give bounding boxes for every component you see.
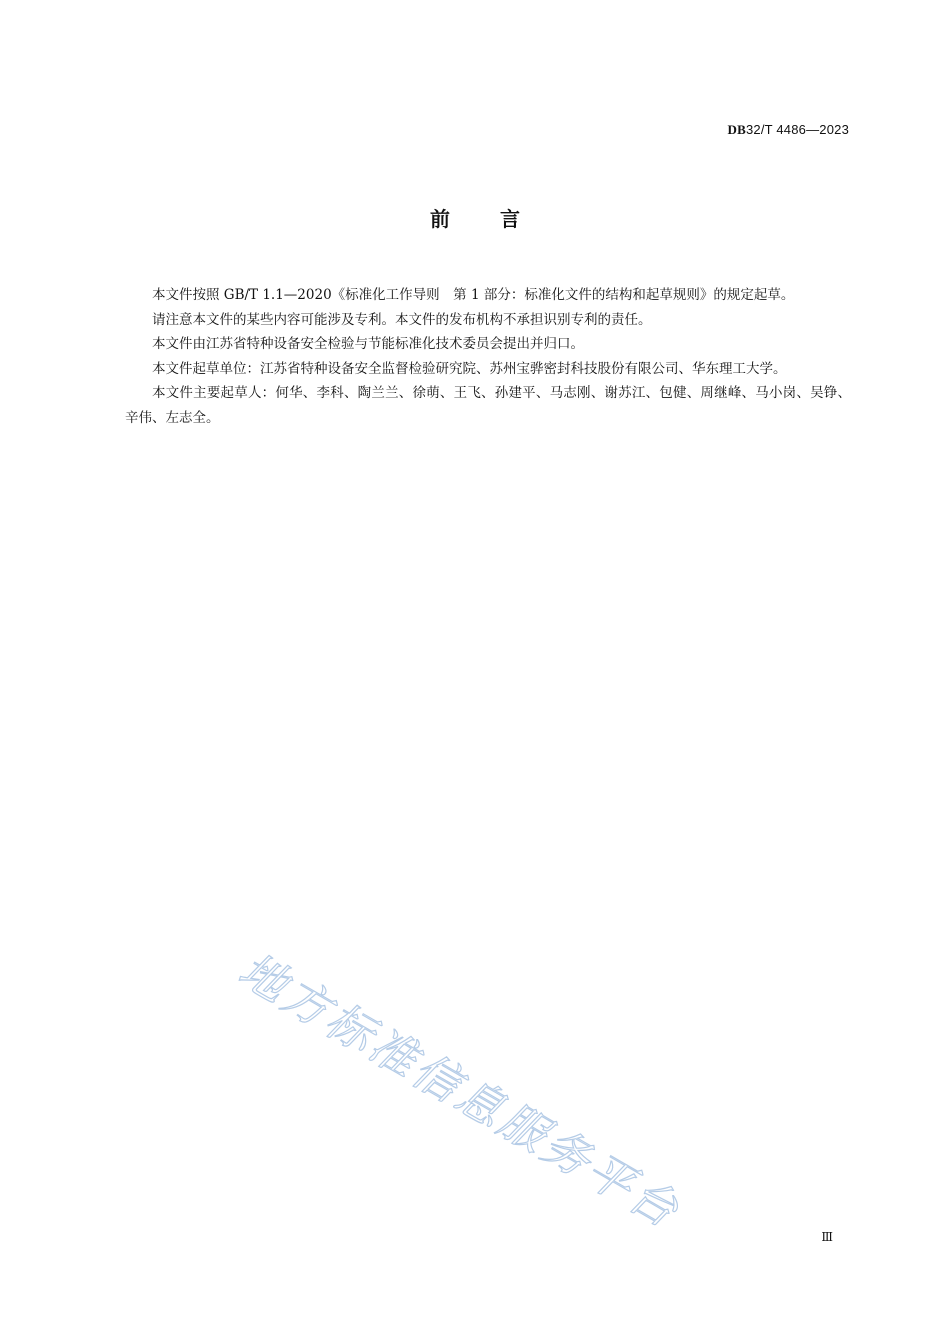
foreword-body bbox=[125, 283, 851, 430]
page-number: Ⅲ bbox=[821, 1230, 833, 1244]
paragraph-drafting-units: 本文件起草单位：江苏省特种设备安全监督检验研究院、苏州宝骅密封科技股份有限公司、华东理工大学。 bbox=[152, 360, 787, 377]
watermark: 地方标准信息服务平台 bbox=[230, 942, 691, 1239]
standard-prefix: DB bbox=[727, 122, 746, 137]
paragraph-proposer: 本文件由江苏省特种设备安全检验与节能标准化技术委员会提出并归口。 bbox=[152, 336, 584, 352]
paragraph-drafters: 本文件主要起草人：何华、李科、陶兰兰、徐萌、王飞、孙建平、马志刚、谢苏江、包健、周继峰、马小岗、吴铮、辛伟、左志全。 bbox=[125, 385, 851, 426]
document-number bbox=[728, 122, 850, 138]
paragraph-drafting-rules: 本文件按照 GB/T 1.1—2020《标准化工作导则 第 1 部分：标准化文件的结构和起草规则》的规定起草。 bbox=[152, 287, 795, 303]
standard-code: 32/T 4486—2023 bbox=[745, 122, 849, 137]
paragraph-patent-notice: 请注意本文件的某些内容可能涉及专利。本文件的发布机构不承担识别专利的责任。 bbox=[152, 311, 652, 328]
page-title: 前言 bbox=[430, 207, 570, 231]
